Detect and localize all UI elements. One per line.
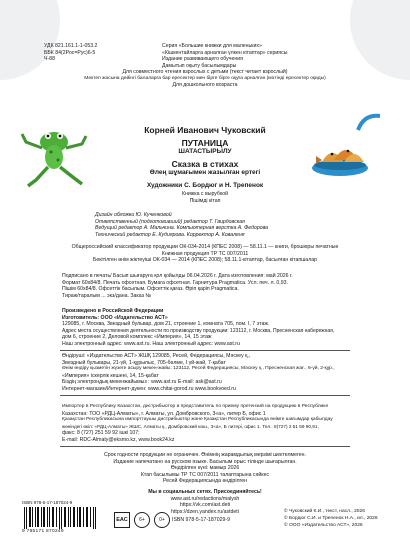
copyright-line: © Чуковский К.И., текст, насл., 2026 bbox=[284, 509, 365, 514]
importer-line: факс: 8 (727) 251 59 92 ішкі 107; bbox=[62, 430, 140, 436]
social-heading: Мы в социальных сетях. Присоединяйтесь! bbox=[148, 489, 262, 495]
distributor-line: Біздің электрондық мекенжайымыз : www.ast.ru E-mail: ask@ast.ru bbox=[62, 379, 222, 385]
credit-line: Дизайн обложки Ю. Кученковой bbox=[95, 212, 172, 218]
importer-line: жөніндегі өкіл: «РДЦ-Алматы» ЖШС, Алматы қ., Домбровский көш., 3«а», Б литері, офис 1. Тел.: 8(727) 2 51 59 90,91, bbox=[62, 423, 319, 429]
author-name: Корней Иванович Чуковский bbox=[144, 125, 266, 135]
book-format-kz: Пішімді кітап bbox=[189, 197, 221, 204]
distributor-line: Өндіруші: «Издательство АСТ» ЖШҚ 129085, Ресей, Федерациясы, Мәскеу қ., bbox=[62, 353, 251, 359]
udk: УДК 821.161.1-1-053.2 bbox=[44, 43, 98, 49]
manufacturer-line: Наш электронный адрес: www.ast.ru. Наш электронный адрес: www.ast.ru bbox=[62, 340, 240, 347]
copyright-line: © Бордюг С.И. и Трепенок Н.А., ил., 2026 bbox=[284, 516, 378, 521]
isbn-small: ISBN 978-5-17-187024-9 bbox=[22, 500, 73, 505]
bbk: ББК 84(2Рос=Рус)6-5 bbox=[44, 49, 96, 56]
book-subtitle: Сказка в стихах bbox=[171, 159, 239, 169]
credit-line: Ответственный (подготовивший) редактор Т. Гвирдовская bbox=[95, 218, 245, 225]
illustrators: Художники С. Бордюг и Н. Трепенок bbox=[146, 182, 264, 189]
distributor-line: Өнім өндіру қызметін жүзеге асыру мекен-жайы: 123112, Ресей Федерациясы, Мәскеу қ., Пресненская жағ., 6-үй, 2-құр., bbox=[62, 366, 335, 371]
credit-line: Технический редактор Е. Кудиярова. Корректор А. Коваленя bbox=[95, 231, 245, 238]
zero-plus-icon: 0+ bbox=[154, 512, 170, 528]
manufacturer-name: Изготовитель: ООО «Издательство АСТ» bbox=[62, 314, 168, 321]
validity-line: Өндірілген күні: мамыр 2026 bbox=[170, 465, 240, 471]
importer-line: E-mail: RDC-Almaty@eksmo.kz, www.book24.kz bbox=[62, 436, 175, 443]
distributor-line: Звездный бульвары, 21-үй, 1-құрылыс, 705-бөлме, I үй-жай, 7-қабат bbox=[62, 359, 226, 366]
print-info-line: Подписано в печать/ Басып шығаруға қол қойылды 06.04.2026 г. Дата изготовления: май 2026 г. bbox=[62, 273, 293, 279]
manufacturer-heading: Произведено в Российской Федерации bbox=[62, 308, 164, 314]
purpose-kz: Дамытып оқыту басылымдары bbox=[162, 62, 237, 69]
social-link[interactable]: https://dzen.yandex.ru/astdeti bbox=[171, 508, 239, 515]
manufacturer-line: дом 6, строение 2, Деловой комплекс «Империя», 14, 15 этаж bbox=[62, 334, 212, 340]
distributor-line: «Империя» іскерлік кешені, 14, 15-қабат bbox=[62, 372, 159, 379]
divider bbox=[60, 350, 350, 351]
importer-line: Импортер в Республику Казахстан, дистрибьютор и представитель по приему претензий на продукцию в Республике bbox=[62, 404, 329, 409]
validity-line: Срок годности продукции не ограничен. Өнімнің жарамдылық мерзімі шектелмеген. bbox=[104, 452, 306, 458]
print-info-line: Пішім 60х84/8. Офсеттік басылым. Офсеттік қағаз. Өріп қаріп Pragmatica. bbox=[62, 286, 239, 292]
classification-line: Общероссийский классификатор продукции ОК-034-2014 (КПЕС 2008) — 58.11.1 — книги, брошюры печатные bbox=[71, 244, 339, 250]
manufacturer-line: 129085, г. Москва, Звездный бульвар, дом 21, строение 1, комната 705, пом. I, 7 этаж. bbox=[62, 321, 270, 327]
validity-line: Ресей Федерациясында өндірілген bbox=[162, 478, 248, 484]
die-cut-left-corner bbox=[0, 0, 60, 80]
divider bbox=[60, 395, 350, 396]
series-ru: Серия «Большие книжки для маленьких» bbox=[162, 43, 262, 49]
classification-line: Бекітілген өнім жіктеуіші ОК-034 — 2014 (КПЕС 2008); 58.11.1-кітаптар, басылған кітапшалар bbox=[92, 257, 317, 263]
social-link[interactable]: www.ast.ru/redactions/malysh bbox=[170, 495, 240, 502]
series-kz: «Кішкентайларға арналған үлкен кітаптар» сериясы bbox=[162, 49, 288, 56]
adult-reading-kz: Мектеп жасына дейінгі балаларға бар ересектер мен бірге бірге оқуға арналған (мәтінді ересектер оқиды) bbox=[84, 75, 326, 81]
print-info-line: Тираж/таралым ... экз/дана. Заказ № bbox=[62, 292, 151, 299]
validity-line: Издание напечатано на русском языке. Басылым орыс тілінде шығарылған. bbox=[113, 458, 297, 465]
classification-line: Книжная продукция ТР ТС 007/2011 bbox=[161, 250, 249, 257]
book-format-ru: Книжка с вырубкой bbox=[181, 191, 229, 197]
copyright-line: © ООО «Издательство АСТ», 2026 bbox=[284, 523, 363, 528]
purpose-ru: Издание развивающего обучения bbox=[162, 56, 243, 62]
validity-line: Ктап басылымы ТР ТС 007/2011 талаптарына сәйкес bbox=[140, 471, 270, 478]
print-info-line: Формат 60х84/8. Печать офсетная. Бумага офсетная. Гарнитура Pragmatica. Усл. печ. л. 0,93. bbox=[62, 279, 288, 286]
distributor-line: Интернет-магазин/Интернет-дүкен: www.chitai-gorod.ru www.bookvoed.ru bbox=[62, 385, 236, 392]
barcode-digits: 9 785171 870249 bbox=[22, 529, 64, 534]
adult-reading-ru: Для совместного чтения взрослых с детьми (текст читает взрослый) bbox=[122, 69, 288, 75]
book-subtitle-kz: Өлең шұмағымен жазылған ертегі bbox=[149, 169, 261, 176]
divider bbox=[60, 446, 350, 447]
importer-line: Қазақстан Республикасына импорттаушы дистрибьютор және Қазақстан Республикасында өнімге шағымдар қабылдау bbox=[62, 417, 333, 422]
eac-mark-icon: ЕАС bbox=[114, 512, 130, 528]
book-title: ПУТАНИЦА bbox=[181, 138, 229, 148]
manufacturer-line: Адрес места осуществления деятельности по производству продукции: 123112, г. Москва, Пресненская набережная, bbox=[62, 327, 335, 334]
catalog-code: Ч-88 bbox=[44, 56, 55, 62]
credit-line: Ведущий редактор А. Мальчина. Компьютерная верстка А. Федорова bbox=[95, 225, 269, 231]
importer-line: Казахстан: ТОО «РДЦ-Алматы», г. Алматы, ул. Домбровского, 3«а», литер Б, офис 1 bbox=[62, 410, 266, 417]
isbn: ISBN 978-5-17-187029-9 bbox=[172, 517, 230, 523]
age-group-ru: Для дошкольного возраста bbox=[172, 82, 238, 88]
book-title-kz: ШАТАСТЫРЫЛУ bbox=[178, 148, 232, 155]
social-link[interactable]: https://vk.com/ast.deti bbox=[179, 502, 231, 508]
age-rating-icon: 6+ bbox=[134, 512, 150, 528]
